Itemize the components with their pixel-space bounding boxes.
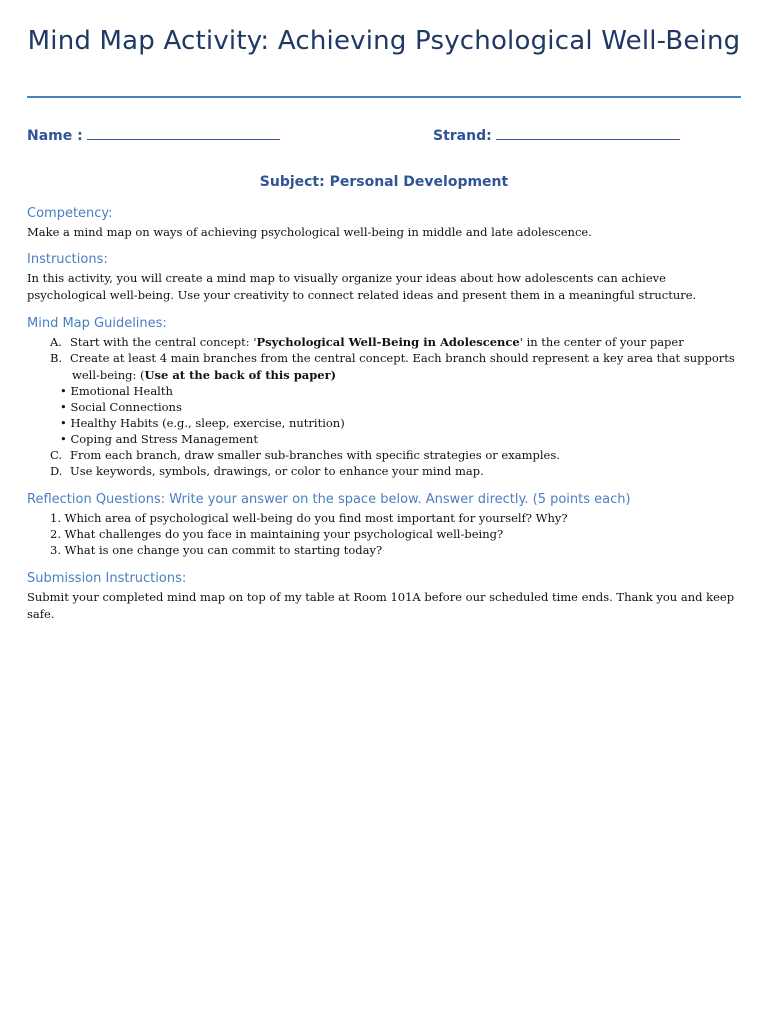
guideline-b-marker: B. [50, 351, 63, 365]
page-title: Mind Map Activity: Achieving Psychological Well-Being [27, 26, 741, 56]
subject-line: Subject: Personal Development [259, 174, 509, 190]
branch-bullet: • Emotional Health [60, 384, 173, 398]
reflection-question-3: 3. What is one change you can commit to starting today? [50, 543, 383, 557]
guidelines-heading: Mind Map Guidelines: [27, 316, 167, 331]
strand-label: Strand: [433, 128, 492, 144]
guideline-b-line2 [72, 367, 336, 384]
guideline-b-line2-bold: Use at the back of this paper) [144, 368, 337, 382]
name-field [27, 125, 280, 144]
reflection-heading: Reflection Questions: Write your answer on the space below. Answer directly. (5 points each) [27, 492, 631, 507]
guideline-c-marker: C. [50, 448, 63, 462]
guideline-a-post: ' in the center of your paper [519, 335, 684, 349]
guideline-d-marker: D. [50, 464, 63, 478]
guideline-a-pre: Start with the central concept: ' [70, 335, 257, 349]
name-blank-line [87, 125, 280, 140]
guideline-c-text: From each branch, draw smaller sub-branches with specific strategies or examples. [70, 448, 560, 462]
reflection-question-2: 2. What challenges do you face in maintaining your psychological well-being? [50, 527, 504, 541]
strand-field [433, 125, 680, 144]
reflection-question-1: 1. Which area of psychological well-being do you find most important for yourself? Why? [50, 511, 568, 525]
guideline-d [50, 463, 484, 480]
guideline-b-line2-pre: well-being: ( [72, 368, 145, 382]
title-divider [27, 96, 741, 98]
guideline-b [50, 350, 735, 367]
branch-bullet: • Healthy Habits (e.g., sleep, exercise, nutrition) [60, 416, 345, 430]
competency-text: Make a mind map on ways of achieving psychological well-being in middle and late adolescence. [27, 225, 592, 239]
branch-bullet: • Coping and Stress Management [60, 432, 258, 446]
submission-text: Submit your completed mind map on top of my table at Room 101A before our scheduled time ends. Thank you and keep safe. [27, 590, 735, 621]
guideline-c [50, 447, 560, 464]
guideline-b-line1: Create at least 4 main branches from the central concept. Each branch should represent a key area that supports [70, 351, 735, 365]
guideline-d-text: Use keywords, symbols, drawings, or color to enhance your mind map. [70, 464, 484, 478]
guideline-a-bold: Psychological Well-Being in Adolescence [256, 335, 520, 349]
name-label: Name : [27, 128, 83, 144]
guideline-a [50, 334, 684, 351]
competency-heading: Competency: [27, 206, 113, 221]
submission-heading: Submission Instructions: [27, 571, 187, 586]
strand-blank-line [496, 125, 680, 140]
branch-bullet: • Social Connections [60, 400, 182, 414]
instructions-heading: Instructions: [27, 252, 108, 267]
instructions-text: In this activity, you will create a mind map to visually organize your ideas about how adolescents can achieve psychological well-being. Use your creativity to connect related ideas and present them in a meaningful structure. [27, 271, 697, 302]
guideline-a-marker: A. [50, 335, 62, 349]
